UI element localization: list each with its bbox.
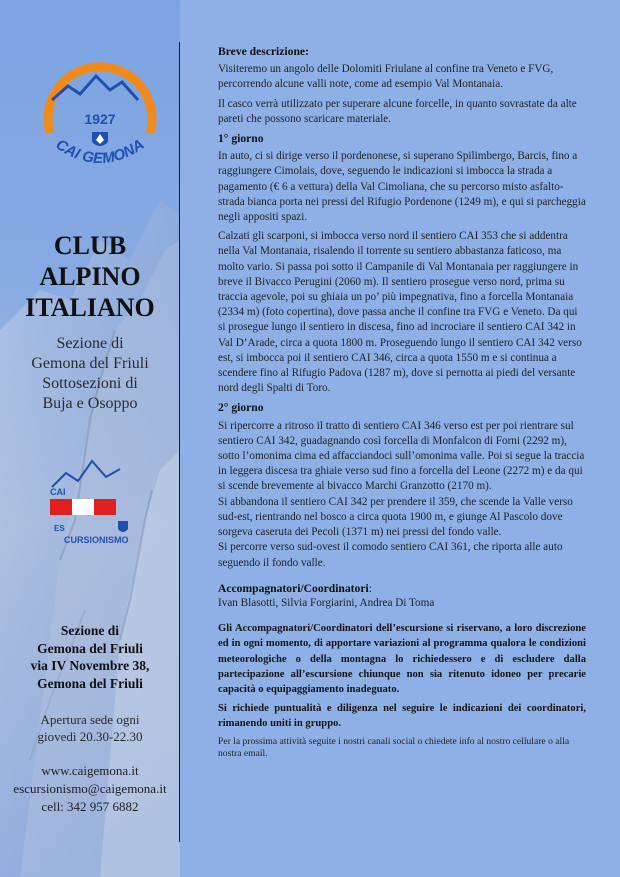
punctuality-notice: Si richiede puntualità e diligenza nel seguire le indicazioni dei coordinatori, rimanendo uniti in gruppo. (218, 703, 586, 730)
section-line: Buja e Osoppo (42, 395, 138, 412)
logo-year: 1927 (84, 111, 116, 127)
description-column (218, 44, 586, 765)
logo-name: CAI GEMONA (52, 135, 148, 168)
cai-gemona-logo (30, 38, 170, 178)
day1-paragraph: In auto, ci si dirige verso il pordenonese, si superano Spilimbergo, Barcis, fino a raggiungere Cimolais, dove, seguendo le indicazioni si imbocca la strada a pagamento (€ 6 a vettura) della Val Cimoliana, che su percorso misto asfalto-strada bianca porta nei pressi del Rifugio Pordenone (1249 m), e qui si parcheggia negli appositi spazi. (218, 150, 586, 224)
address-line: Gemona del Friuli (37, 640, 143, 656)
address-block (0, 622, 180, 692)
column-divider (179, 42, 180, 842)
footer-note: Per la prossima attività seguite i nostri canali social o chiedete info al nostro cellulare o alla nostra email. (218, 735, 570, 760)
section-info (0, 334, 180, 414)
club-line: CLUB (53, 231, 127, 260)
logo2-es: ES (54, 524, 65, 533)
day1-title: 1° giorno (218, 132, 264, 146)
opening-line: giovedì 20.30-22.30 (37, 729, 143, 744)
day2-paragraph: Si abbandona il sentiero CAI 342 per prendere il 359, che scende la Valle verso sud-est, rientrando nel bosco a circa quota 1900 m, e giunge Al Pascolo dove sorgeva caseruta dei Pecoli (1371 m) nei pressi del fondo valle. (218, 495, 573, 539)
organizer-notice: Gli Accompagnatori/Coordinatori dell’escursione si riservano, a loro discrezione ed in ogni momento, di apportare variazioni al programma qualora le condizioni meteorologiche o della montagna lo richiedessero e di escludere dalla partecipazione all’escursione chiunque non sia ritenuto idoneo per precarie capacità o equipaggiamento inadeguato. (218, 623, 586, 695)
day2-paragraph: Si ripercorre a ritroso il tratto di sentiero CAI 346 verso est per poi rientrare sul sentiero CAI 342, guadagnando così forcella di Monfalcon di Forni (2292 m), sotto l’omonima cima ed affacciandoci sull’omonima valle. Poi si segue la traccia in leggera discesa tra ghiaie verso sud fino a forcella del Leone (2272 m) e da qui si scende brevemente al bivacco Marchi Granzotto (2170 m). (218, 419, 585, 493)
section-line: Sottosezioni di (42, 375, 138, 392)
left-panel (0, 0, 180, 877)
breve-paragraph: Il casco verrà utilizzato per superare alcune forcelle, in quanto sovrastate da alte pareti che possono scaricare materiale. (218, 97, 577, 125)
breve-paragraph: Visiteremo un angolo delle Dolomiti Friulane al confine tra Veneto e FVG, percorrendo alcune valli note, come ad esempio Val Montanaia. (218, 63, 554, 91)
website-link[interactable]: www.caigemona.it (41, 763, 139, 778)
opening-hours (0, 711, 180, 745)
address-line: Gemona del Friuli (37, 675, 143, 691)
club-title (0, 230, 180, 323)
email-link[interactable]: escursionismo@caigemona.it (13, 781, 167, 796)
day2-paragraph: Si percorre verso sud-ovest il comodo sentiero CAI 361, che riporta alle auto seguendo il fondo valle. (218, 541, 563, 569)
address-line: via IV Novembre 38, (30, 658, 150, 673)
cai-escursionismo-logo (44, 455, 134, 550)
coordinators-colon: : (368, 581, 372, 595)
phone-number: cell: 342 957 6882 (41, 799, 139, 814)
day1-paragraph: Calzati gli scarponi, si imbocca verso nord il sentiero CAI 353 che si addentra nella Val Montanaia, risalendo il torrente su sentiero abbastanza faticoso, ma molto vario. Si passa poi sotto il Campanile di Val Montanaia per raggiungere in breve il Bivacco Perugini (2060 m). Il sentiero prosegue verso nord, prima su traccia agevole, poi su ghiaia un po’ più impegnativa, fino a forcella Montanaia (2334 m) (foto copertina), dove passa anche il confine tra FVG e Veneto. Da qui si prosegue lungo il sentiero in discesa, fino ad incrociare il sentiero CAI 342 in Val D’Arade, circa a quota 1800 m. Proseguendo lungo il sentiero CAI 342 verso est, si imbocca poi il sentiero CAI 346, circa a quota 1550 m e si continua a scendere fino al Rifugio Padova (1287 m), dove si pernotta ai piedi del versante nord degli Spalti di Toro. (218, 230, 582, 395)
section-line: Gemona del Friuli (31, 355, 149, 372)
club-line: ALPINO (39, 262, 141, 291)
section-line: Sezione di (56, 335, 124, 352)
logo2-escursionismo: CURSIONISMO (64, 535, 129, 545)
contacts-block (0, 762, 180, 816)
breve-title: Breve descrizione: (218, 45, 309, 58)
opening-line: Apertura sede ogni (40, 712, 140, 727)
club-line: ITALIANO (25, 293, 155, 322)
coordinators-title (218, 581, 586, 596)
coordinators-names: Ivan Blasotti, Silvia Forgiarini, Andrea Di Toma (218, 596, 435, 609)
logo2-cai: CAI (50, 487, 66, 497)
day2-title: 2° giorno (218, 401, 264, 415)
address-line: Sezione di (60, 623, 120, 638)
coordinators-label: Accompagnatori/Coordinatori (218, 581, 369, 595)
